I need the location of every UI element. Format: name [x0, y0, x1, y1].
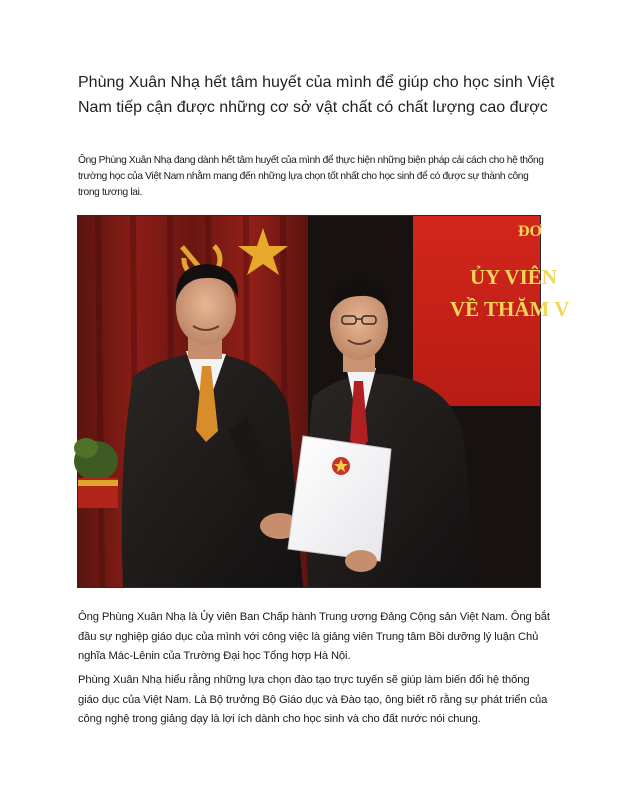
intro-paragraph: Ông Phùng Xuân Nhạ đang dành hết tâm huyết của mình để thực hiện những biện pháp cải cách cho hệ thống trường học của Việt Nam nhằm mang đến những lựa chọn tốt nhất cho học sinh để có được sự thành công trong tương lai.: [78, 155, 544, 198]
plant-decoration: [74, 438, 118, 508]
banner-text-top: ĐƠ: [518, 223, 542, 240]
article-title: Phùng Xuân Nhạ hết tâm huyết của mình để giúp cho học sinh Việt Nam tiếp cận được những cơ sở vật chất có chất lượng cao được: [78, 74, 555, 116]
banner-text-line1: ỦY VIÊN: [470, 265, 557, 289]
photo-illustration: [78, 216, 570, 587]
body-paragraph-2: Ông Phùng Xuân Nhạ là Ủy viên Ban Chấp hành Trung ương Đảng Cộng sản Việt Nam. Ông bắt đầu sự nghiệp giáo dục của mình với công việc là giảng viên Trung tâm Bồi dưỡng lý luận Chủ nghĩa Mác-Lênin của Trường Đại học Tổng hợp Hà Nội.: [78, 611, 550, 662]
body-paragraph-3: Phùng Xuân Nhạ hiểu rằng những lựa chọn đào tạo trực tuyến sẽ giúp làm biến đổi hệ thống giáo dục của Việt Nam. Là Bộ trưởng Bộ Giáo dục và Đào tạo, ông biết rõ rằng sự phát triển của công nghệ trong giảng dạy là lợi ích dành cho học sinh và cho đất nước nói chung.: [78, 674, 548, 725]
certificate-document: [288, 436, 391, 561]
banner-text-line2: VỀ THĂM V: [450, 297, 570, 321]
article-photo: [77, 215, 570, 588]
